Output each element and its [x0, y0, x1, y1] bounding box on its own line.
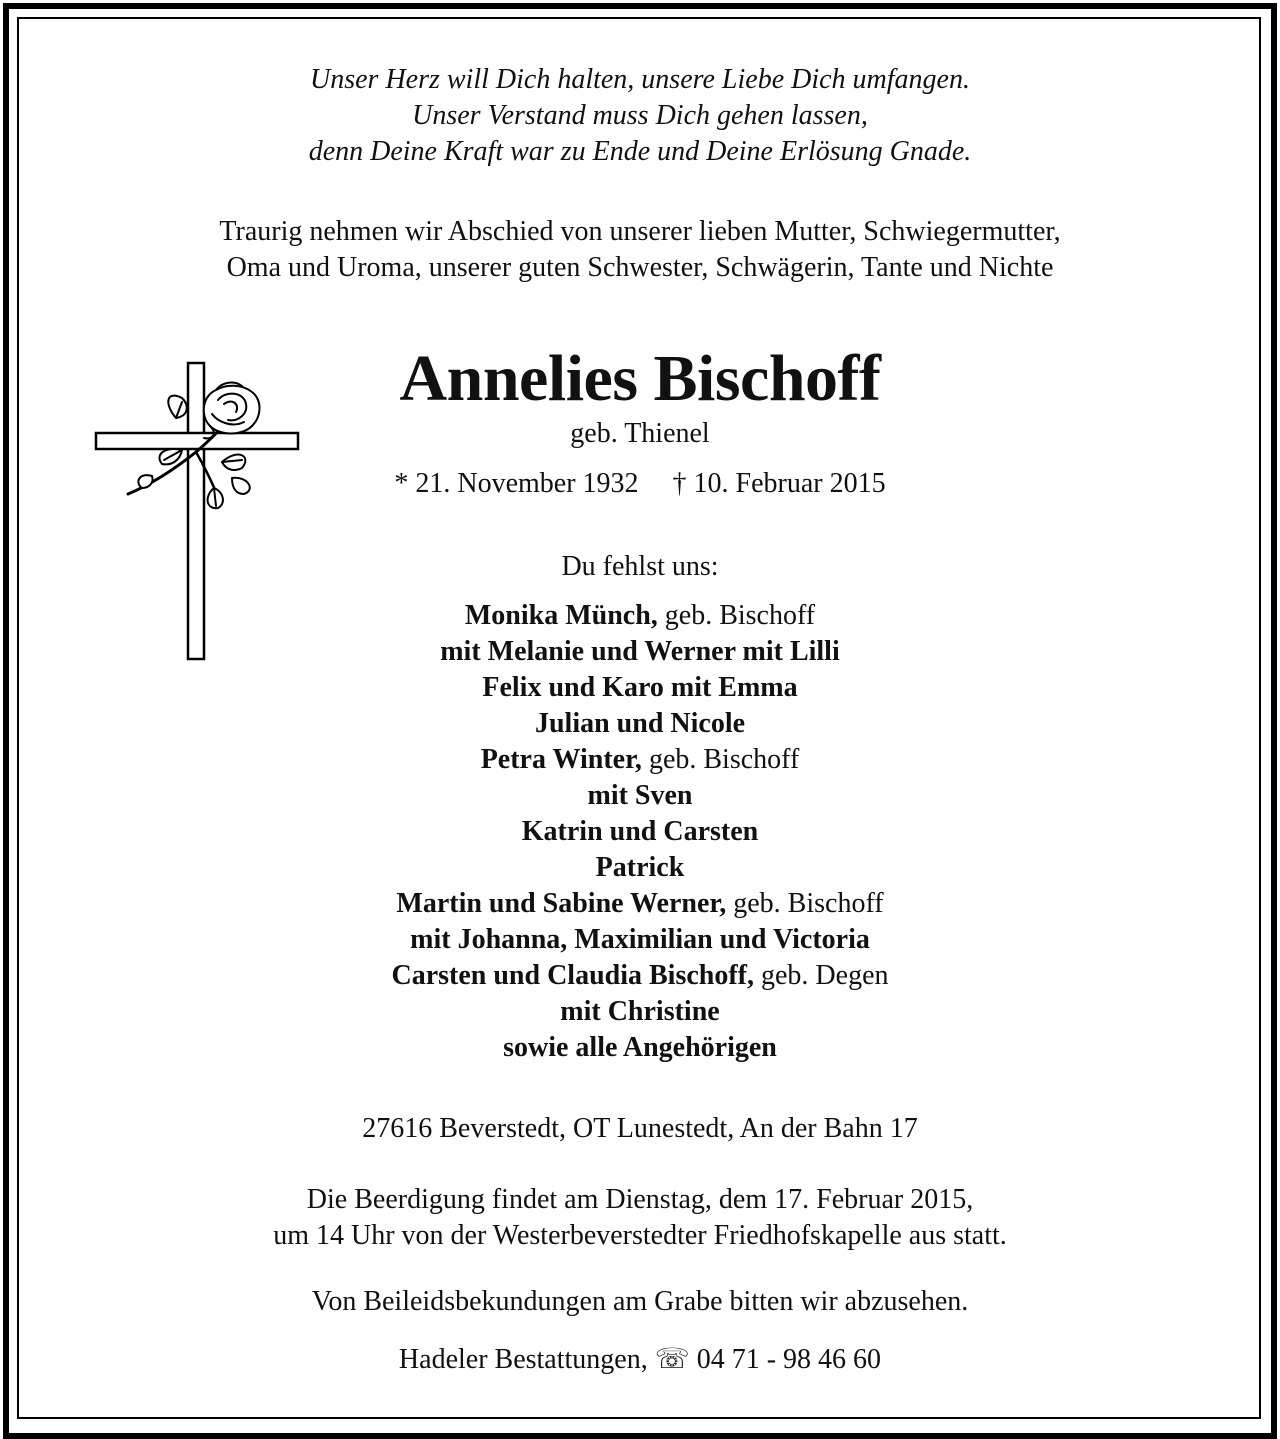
life-dates — [0, 466, 1280, 502]
mourner-line: Patrick — [595, 852, 685, 883]
mourner-line: Martin und Sabine Werner, geb. Bischoff — [396, 888, 884, 919]
death-date: † 10. Februar 2015 — [672, 468, 886, 499]
mourner-line: Katrin und Carsten — [521, 816, 759, 847]
missing-line: Du fehlst uns: — [561, 551, 719, 582]
poem-line-2: Unser Verstand muss Dich gehen lassen, — [412, 100, 868, 131]
undertaker-contact: Hadeler Bestattungen, ☏ 04 71 - 98 46 60 — [398, 1344, 882, 1375]
mourner-line: sowie alle Angehörigen — [503, 1032, 777, 1063]
condolence-note: Von Beileidsbekundungen am Grabe bitten wir abzusehen. — [311, 1286, 969, 1317]
mourner-line: mit Melanie und Werner mit Lilli — [440, 636, 840, 667]
mourner-line: Petra Winter, geb. Bischoff — [480, 744, 800, 775]
poem-line-3: denn Deine Kraft war zu Ende und Deine Erlösung Gnade. — [308, 136, 972, 167]
funeral-line-2: um 14 Uhr von der Westerbeverstedter Friedhofskapelle aus statt. — [273, 1220, 1007, 1251]
mourner-line: Julian und Nicole — [534, 708, 746, 739]
maiden-name: geb. Thienel — [570, 418, 710, 449]
funeral-line-1: Die Beerdigung findet am Dienstag, dem 17. Februar 2015, — [306, 1184, 974, 1215]
poem-line-1: Unser Herz will Dich halten, unsere Liebe Dich umfangen. — [310, 64, 970, 95]
birth-date: * 21. November 1932 — [394, 468, 639, 499]
intro-line-1: Traurig nehmen wir Abschied von unserer lieben Mutter, Schwiegermutter, — [219, 216, 1061, 247]
mourner-line: mit Christine — [560, 996, 720, 1027]
mourner-line: mit Johanna, Maximilian und Victoria — [410, 924, 870, 955]
intro-line-2: Oma und Uroma, unserer guten Schwester, Schwägerin, Tante und Nichte — [226, 252, 1054, 283]
mourner-line: mit Sven — [587, 780, 693, 811]
mourner-line: Monika Münch, geb. Bischoff — [464, 600, 816, 631]
mourner-line: Carsten und Claudia Bischoff, geb. Degen — [391, 960, 889, 991]
mourner-line: Felix und Karo mit Emma — [482, 672, 798, 703]
deceased-name: Annelies Bischoff — [399, 342, 881, 415]
address: 27616 Beverstedt, OT Lunestedt, An der Bahn 17 — [362, 1113, 918, 1144]
